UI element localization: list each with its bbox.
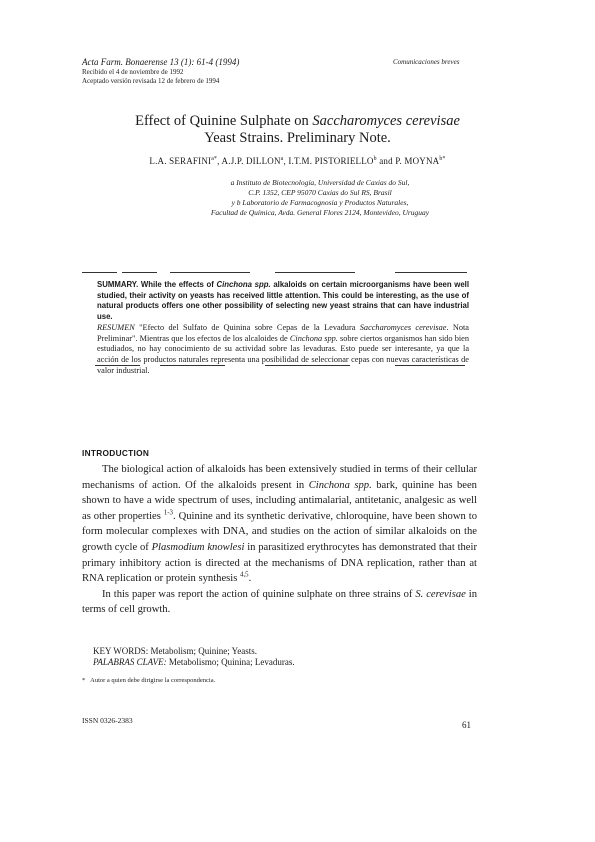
intro-p1-ref-1: 1-3 bbox=[163, 509, 173, 517]
intro-p1-text-e: . bbox=[248, 573, 252, 585]
resumen-text-c: sobre ciertos organismos han sido bien estudiados, no hay conocimiento de su actividad sobre las levaduras. Esto puede ser interesante, ya que la acción de los productos naturales representa una posibilidad de seleccionar cepas con nuevas características de valor industrial. bbox=[97, 333, 469, 375]
title-text: Effect of Quinine Sulphate on bbox=[135, 113, 313, 129]
intro-p1-text-b: bark, quinine has been shown to have a wide spectrum of uses, including antimalarial, antitetanic, analgesic as well as other properties bbox=[82, 479, 477, 522]
intro-p1-text-a: The biological action of alkaloids has been extensively studied in terms of their cellular mechanisms of action. Of the alkaloids present in bbox=[82, 464, 477, 491]
palabras-clave-text: Metabolismo; Quinina; Levaduras. bbox=[166, 657, 295, 667]
author-1: L.A. SERAFINI bbox=[149, 156, 212, 166]
footnote-mark: * bbox=[82, 677, 86, 684]
abstract-rule-top-4 bbox=[275, 272, 355, 273]
author-4-mark: b* bbox=[439, 156, 446, 162]
introduction-paragraph-1 bbox=[82, 462, 477, 587]
abstract-block bbox=[97, 280, 469, 376]
issn: ISSN 0326-2383 bbox=[82, 716, 133, 725]
author-2: , A.J.P. DILLON bbox=[217, 156, 281, 166]
introduction-heading: INTRODUCTION bbox=[82, 448, 150, 458]
title-species: Saccharomyces cerevisae bbox=[312, 113, 460, 129]
resumen-text-a: "Efecto del Sulfato de Quinina sobre Cepas de la Levadura bbox=[134, 322, 360, 332]
affiliation-a-line-2: C.P. 1352, CEP 95070 Caxias do Sul RS, Brasil bbox=[248, 188, 392, 197]
introduction-paragraph-2 bbox=[82, 587, 477, 618]
correspondence-footnote bbox=[82, 677, 215, 684]
abstract-rule-top-2 bbox=[122, 272, 157, 273]
intro-p1-text-d: in parasitized erythrocytes has demonstrated that their primary inhibitory action is directed at the mechanisms of DNA replication, rather than at RNA replication or protein synthesis bbox=[82, 541, 477, 585]
author-4: P. MOYNA bbox=[395, 156, 440, 166]
summary-italic: Cinchona spp. bbox=[216, 280, 271, 289]
keywords-label: KEY WORDS: bbox=[93, 646, 149, 656]
footnote-text: Autor a quien debe dirigirse la correspondencia. bbox=[90, 677, 216, 684]
intro-p2-text-b: in terms of cell growth. bbox=[82, 588, 477, 616]
resumen-label: RESUMEN bbox=[97, 322, 135, 332]
affiliation-b-line-2: Facultad de Química, Avda. General Flores 2124, Montevideo, Uruguay bbox=[210, 208, 430, 217]
accepted-date: Aceptado versión revisada 12 de febrero de 1994 bbox=[82, 76, 220, 85]
article-title-line-1 bbox=[0, 113, 595, 130]
affiliation-b-line-1: y b Laboratorio de Farmacognosia y Productos Naturales, bbox=[231, 198, 409, 207]
resumen-italic-1: Saccharomyces cerevisae bbox=[359, 322, 447, 332]
intro-p2-text-a: In this paper was report the action of quinine sulphate on three strains of bbox=[102, 588, 416, 600]
abstract-rule-top-3 bbox=[170, 272, 250, 273]
section-label bbox=[393, 58, 459, 67]
author-1-mark: a* bbox=[211, 156, 218, 162]
author-3-mark: b bbox=[373, 156, 377, 162]
intro-p1-italic-2: Plasmodium knowlesi bbox=[151, 541, 245, 553]
journal-citation-text: Acta Farm. Bonaerense 13 (1): 61-4 (1994) bbox=[82, 57, 240, 67]
keywords-english bbox=[93, 646, 257, 657]
section-label-text: Comunicaciones breves bbox=[393, 58, 460, 66]
abstract-rule-bottom-4 bbox=[395, 365, 465, 366]
resumen-text-b: . Nota Preliminar". Mientras que los efectos de los alcaloides de bbox=[97, 322, 469, 343]
affiliation-a-line-1: a Instituto de Biotecnología, Universidad de Caxias do Sul, bbox=[230, 178, 410, 187]
author-2-mark: a bbox=[280, 156, 284, 162]
summary-text-b: alkaloids on certain microorganisms have been well studied, their activity on yeasts has received little attention. This could be interesting, as the use of natural products offers one other possibility of selecting new yeast strains that can have industrial use. bbox=[97, 280, 470, 322]
abstract-rule-top-1 bbox=[82, 272, 117, 273]
page-number: 61 bbox=[462, 720, 471, 730]
authors-line bbox=[0, 156, 595, 166]
intro-p1-ref-2: 4,5 bbox=[240, 571, 249, 579]
keywords-text: Metabolism; Quinine; Yeasts. bbox=[148, 646, 258, 656]
palabras-clave-label: PALABRAS CLAVE: bbox=[93, 657, 167, 667]
summary-text-a: SUMMARY. While the effects of bbox=[97, 280, 217, 289]
intro-p1-italic-1: Cinchona spp. bbox=[308, 479, 372, 491]
abstract-rule-top-5 bbox=[395, 272, 467, 273]
author-conjunction: and bbox=[376, 156, 396, 166]
abstract-rule-bottom-3 bbox=[265, 365, 350, 366]
abstract-rule-bottom-1 bbox=[95, 365, 140, 366]
author-3: , I.T.M. PISTORIELLO bbox=[283, 156, 374, 166]
resumen-italic-2: Cinchona spp. bbox=[289, 333, 338, 343]
journal-citation bbox=[82, 57, 239, 68]
intro-p1-text-c: . Quinine and its synthetic derivative, chloroquine, have been shown to form molecular complexes with DNA, and studies on the action of similar alkaloids on the growth cycle of bbox=[82, 510, 477, 553]
summary-english bbox=[97, 280, 469, 323]
received-date: Recibido el 4 de noviembre de 1992 bbox=[82, 68, 184, 76]
introduction-body bbox=[82, 462, 477, 618]
article-title-line-2: Yeast Strains. Preliminary Note. bbox=[204, 130, 391, 146]
keywords-spanish bbox=[93, 657, 295, 668]
abstract-rule-bottom-2 bbox=[160, 365, 225, 366]
resumen-spanish bbox=[97, 323, 469, 377]
intro-p2-italic: S. cerevisae bbox=[415, 588, 466, 600]
